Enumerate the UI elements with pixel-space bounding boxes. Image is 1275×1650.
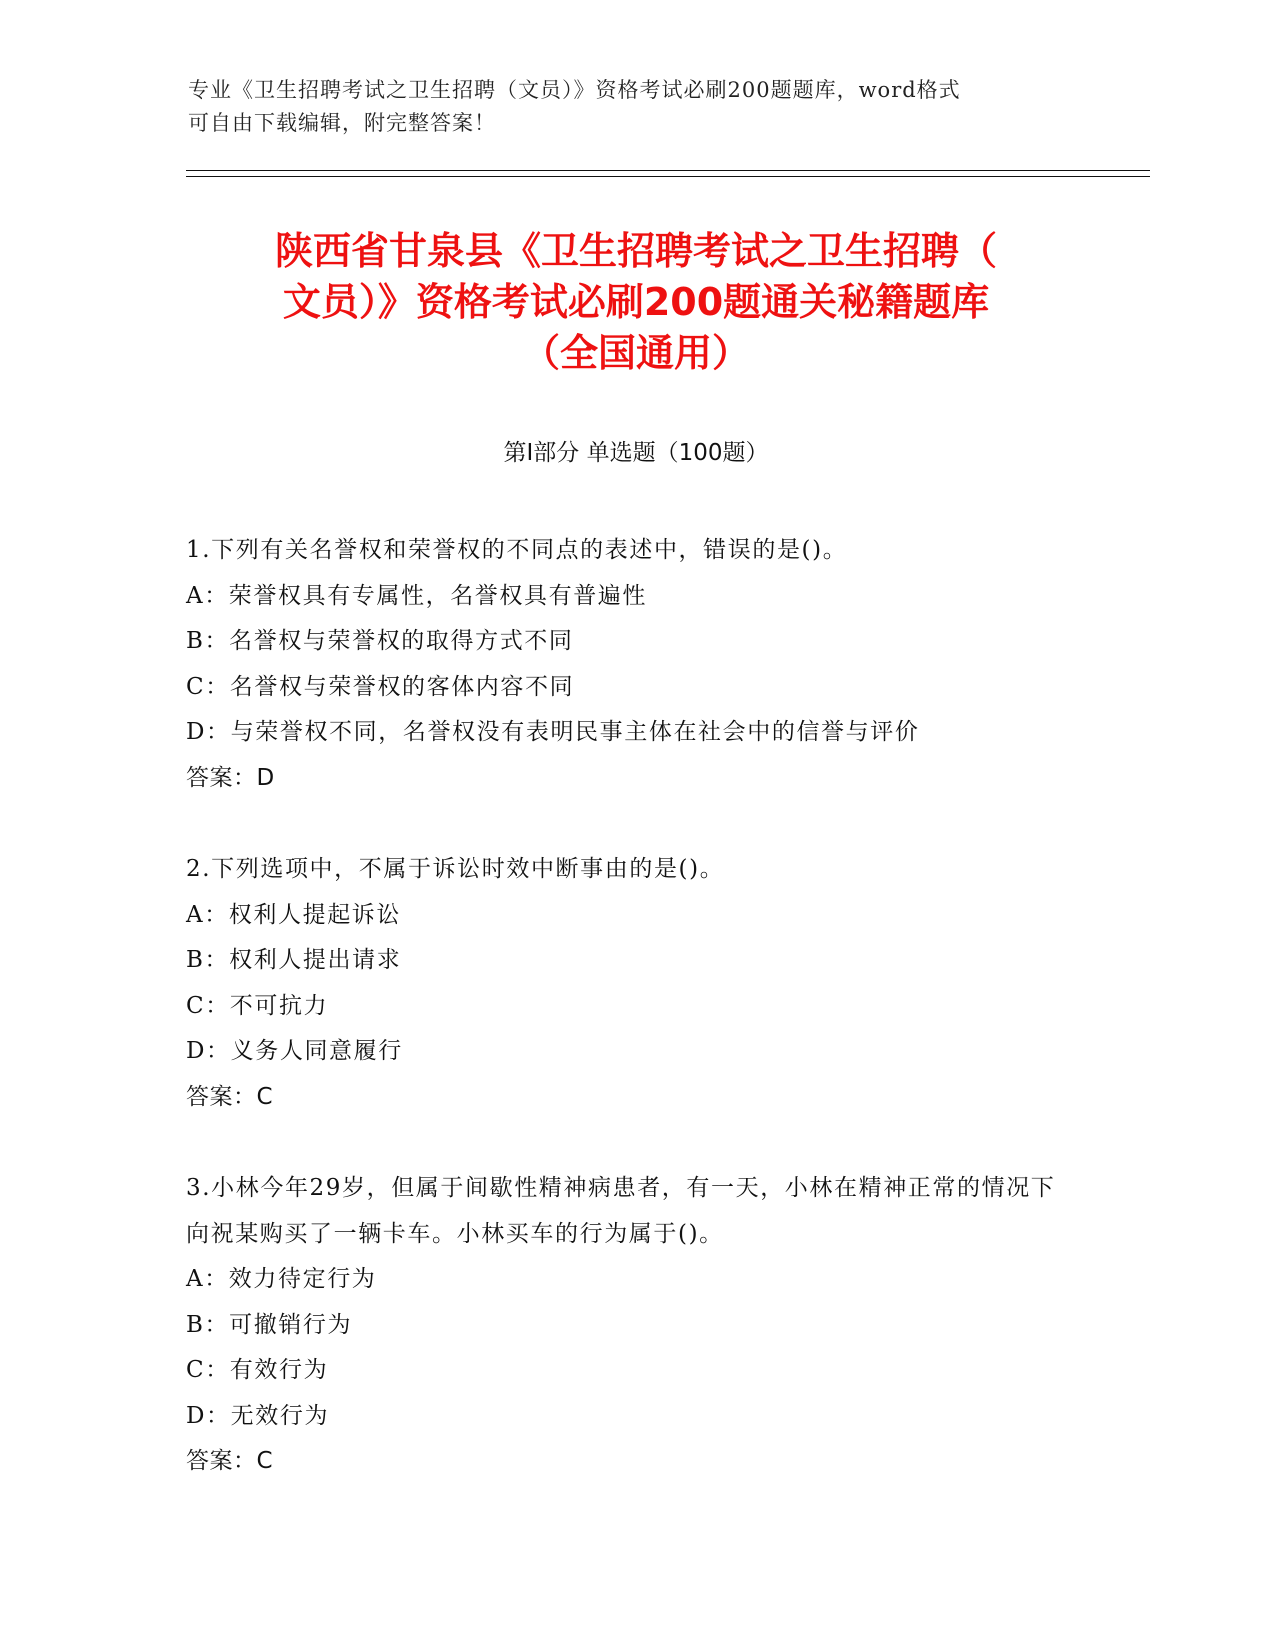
question-2 xyxy=(186,847,1066,1120)
option-d: D：义务人同意履行 xyxy=(186,1038,403,1064)
question-1 xyxy=(186,528,1066,801)
section-heading: 第I部分 单选题（100题） xyxy=(503,440,769,466)
option-c: C：名誉权与荣誉权的客体内容不同 xyxy=(186,673,575,700)
option-a: A：效力待定行为 xyxy=(186,1266,377,1292)
option-c: C：不可抗力 xyxy=(186,992,329,1019)
question-stem: 1.下列有关名誉权和荣誉权的不同点的表述中，错误的是()。 xyxy=(186,537,848,563)
question-list xyxy=(186,528,1066,1531)
option-b: B：权利人提出请求 xyxy=(186,947,402,973)
answer: 答案：C xyxy=(186,1083,274,1110)
header-note xyxy=(188,74,1068,140)
title-line-2: 文员）》资格考试必刷200题通关秘籍题库 xyxy=(282,280,990,324)
option-b: B：名誉权与荣誉权的取得方式不同 xyxy=(186,628,574,654)
document-title xyxy=(186,226,1086,379)
answer: 答案：D xyxy=(186,764,275,791)
option-a: A：荣誉权具有专属性，名誉权具有普遍性 xyxy=(186,582,648,609)
option-a: A：权利人提起诉讼 xyxy=(186,901,402,928)
header-rule-bottom xyxy=(186,176,1150,177)
title-line-1: 陕西省甘泉县《卫生招聘考试之卫生招聘（ xyxy=(274,229,997,273)
header-note-line-1: 专业《卫生招聘考试之卫生招聘（文员）》资格考试必刷200题题库，word格式 xyxy=(188,78,961,102)
option-c: C：有效行为 xyxy=(186,1357,329,1383)
answer: 答案：C xyxy=(186,1448,274,1474)
title-line-3: （全国通用） xyxy=(521,331,750,375)
option-d: D：与荣誉权不同，名誉权没有表明民事主体在社会中的信誉与评价 xyxy=(186,719,920,745)
question-3 xyxy=(186,1166,1066,1485)
header-note-line-2: 可自由下载编辑，附完整答案！ xyxy=(188,111,496,135)
header-rule-top xyxy=(186,170,1150,171)
question-stem: 2.下列选项中，不属于诉讼时效中断事由的是()。 xyxy=(186,856,725,882)
option-d: D：无效行为 xyxy=(186,1402,330,1429)
question-stem: 3.小林今年29岁，但属于间歇性精神病患者，有一天，小林在精神正常的情况下向祝某购买了一辆卡车。小林买车的行为属于()。 xyxy=(186,1175,1056,1247)
option-b: B：可撤销行为 xyxy=(186,1311,353,1338)
